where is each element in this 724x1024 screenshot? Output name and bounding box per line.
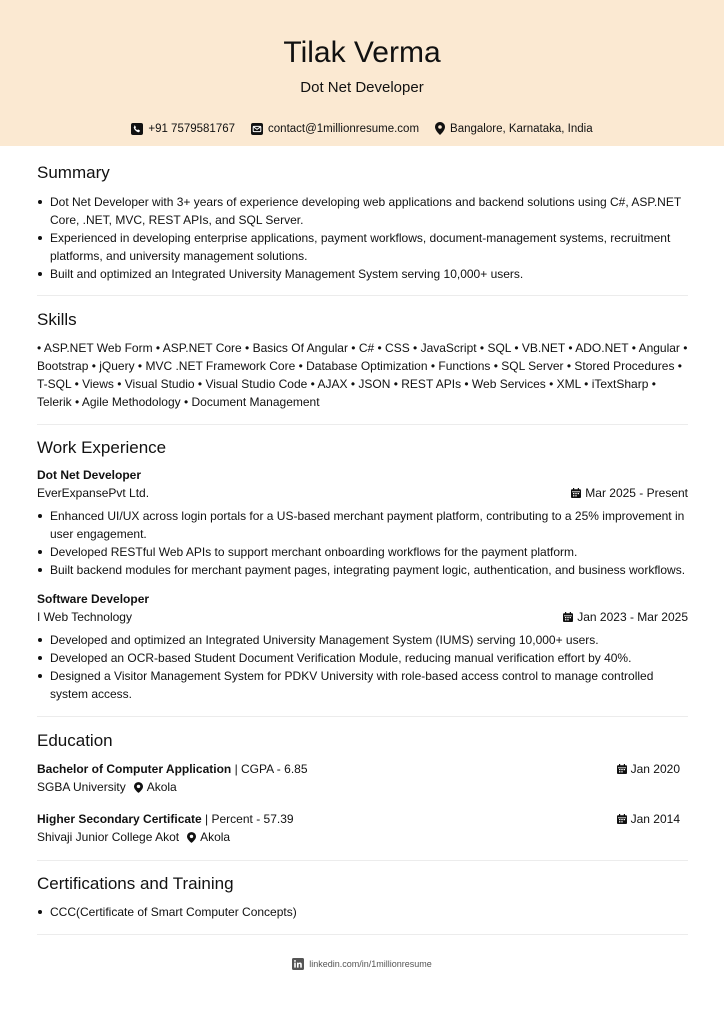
degree-score: | Percent - 57.39 (201, 812, 294, 826)
company-name: EverExpansePvt Ltd. (37, 486, 150, 500)
school-name: SGBA University (37, 780, 126, 794)
map-pin-icon (134, 782, 143, 793)
list-item: CCC(Certificate of Smart Computer Concepts) (37, 903, 688, 921)
contact-bar (0, 122, 724, 135)
job-bullets (37, 507, 688, 579)
email-text: contact@1millionresume.com (268, 122, 420, 135)
job-entry (37, 466, 688, 579)
date-text: Jan 2020 (630, 762, 680, 776)
phone-text: +91 7579581767 (148, 122, 236, 135)
resume-footer (0, 958, 724, 970)
date-text: Mar 2025 - Present (585, 486, 688, 500)
experience-section (37, 438, 688, 703)
education-header (37, 810, 680, 828)
divider (37, 934, 688, 935)
job-meta (37, 484, 688, 502)
education-entry (37, 810, 688, 846)
degree-score: | CGPA - 6.85 (231, 762, 308, 776)
degree-name: Bachelor of Computer Application (37, 762, 232, 776)
job-meta (37, 608, 688, 626)
degree-name: Higher Secondary Certificate (37, 812, 202, 826)
list-item: Built and optimized an Integrated University Management System serving 10,000+ users. (37, 265, 688, 283)
date-text: Jan 2014 (630, 812, 680, 826)
section-title: Education (37, 731, 113, 750)
section-title: Work Experience (37, 438, 167, 457)
linkedin-link[interactable]: linkedin.com/in/1millionresume (309, 959, 432, 969)
resume-header (0, 0, 724, 146)
envelope-icon (251, 123, 263, 135)
job-bullets (37, 631, 688, 703)
section-title: Skills (37, 310, 77, 329)
company-name: I Web Technology (37, 610, 132, 624)
list-item: Developed and optimized an Integrated University Management System (IUMS) serving 10,000+ users. (37, 631, 688, 649)
contact-location (435, 122, 593, 135)
list-item: Developed an OCR-based Student Document Verification Module, reducing manual verification effort by 40%. (37, 649, 688, 667)
education-header (37, 760, 680, 778)
location-text: Akola (146, 780, 177, 794)
map-pin-icon (435, 122, 445, 135)
calendar-icon (571, 488, 581, 498)
list-item: Designed a Visitor Management System for PDKV University with role-based access control to manage controlled system access. (37, 667, 688, 703)
job-entry (37, 590, 688, 703)
summary-section (37, 163, 688, 283)
skills-list: • ASP.NET Web Form • ASP.NET Core • Basics Of Angular • C# • CSS • JavaScript • SQL • VB.NET • ADO.NET • Angular • Bootstrap • jQuery • MVC .NET Framework Core • Database Optimization • Functions • SQL Server • Stored Procedures • T-SQL • Views • Visual Studio • Visual Studio Code • AJAX • JSON • REST APIs • Web Services • XML • iTextSharp • Telerik • Agile Methodology • Document Management (37, 341, 688, 409)
list-item: Developed RESTful Web APIs to support merchant onboarding workflows for the payment platform. (37, 543, 688, 561)
section-title: Certifications and Training (37, 874, 234, 893)
map-pin-icon (187, 832, 196, 843)
certifications-list (37, 903, 688, 921)
school-location (134, 778, 177, 796)
education-date (617, 760, 680, 778)
education-date (617, 810, 680, 828)
calendar-icon (617, 814, 627, 824)
job-title: Software Developer (37, 592, 150, 606)
date-text: Jan 2023 - Mar 2025 (577, 610, 688, 624)
school-location (187, 828, 230, 846)
divider (37, 716, 688, 717)
calendar-icon (617, 764, 627, 774)
section-title: Summary (37, 163, 110, 182)
linkedin-icon (292, 958, 304, 970)
education-entry (37, 760, 688, 796)
job-dates (563, 608, 688, 626)
calendar-icon (563, 612, 573, 622)
candidate-role: Dot Net Developer (300, 79, 424, 96)
list-item: Built backend modules for merchant payment pages, integrating payment logic, authentication, and business workflows. (37, 561, 688, 579)
certifications-section (37, 874, 688, 921)
divider (37, 295, 688, 296)
location-text: Akola (200, 830, 231, 844)
education-school (37, 778, 680, 796)
divider (37, 424, 688, 425)
list-item: Dot Net Developer with 3+ years of experience developing web applications and backend solutions using C#, ASP.NET Core, .NET, MVC, REST APIs, and SQL Server. (37, 193, 688, 229)
list-item: Experienced in developing enterprise applications, payment workflows, document-management systems, recruitment platforms, and university management solutions. (37, 229, 688, 265)
skills-section (37, 310, 688, 411)
contact-phone (131, 123, 235, 135)
job-dates (571, 484, 688, 502)
education-school (37, 828, 680, 846)
phone-icon (131, 123, 143, 135)
location-text: Bangalore, Karnataka, India (450, 122, 593, 135)
school-name: Shivaji Junior College Akot (37, 830, 180, 844)
divider (37, 860, 688, 861)
education-section (37, 731, 688, 846)
candidate-name: Tilak Verma (283, 36, 441, 69)
contact-email (251, 123, 419, 135)
summary-list (37, 193, 688, 283)
list-item: Enhanced UI/UX across login portals for a US-based merchant payment platform, contributing to a 25% improvement in user engagement. (37, 507, 688, 543)
job-title: Dot Net Developer (37, 468, 142, 482)
